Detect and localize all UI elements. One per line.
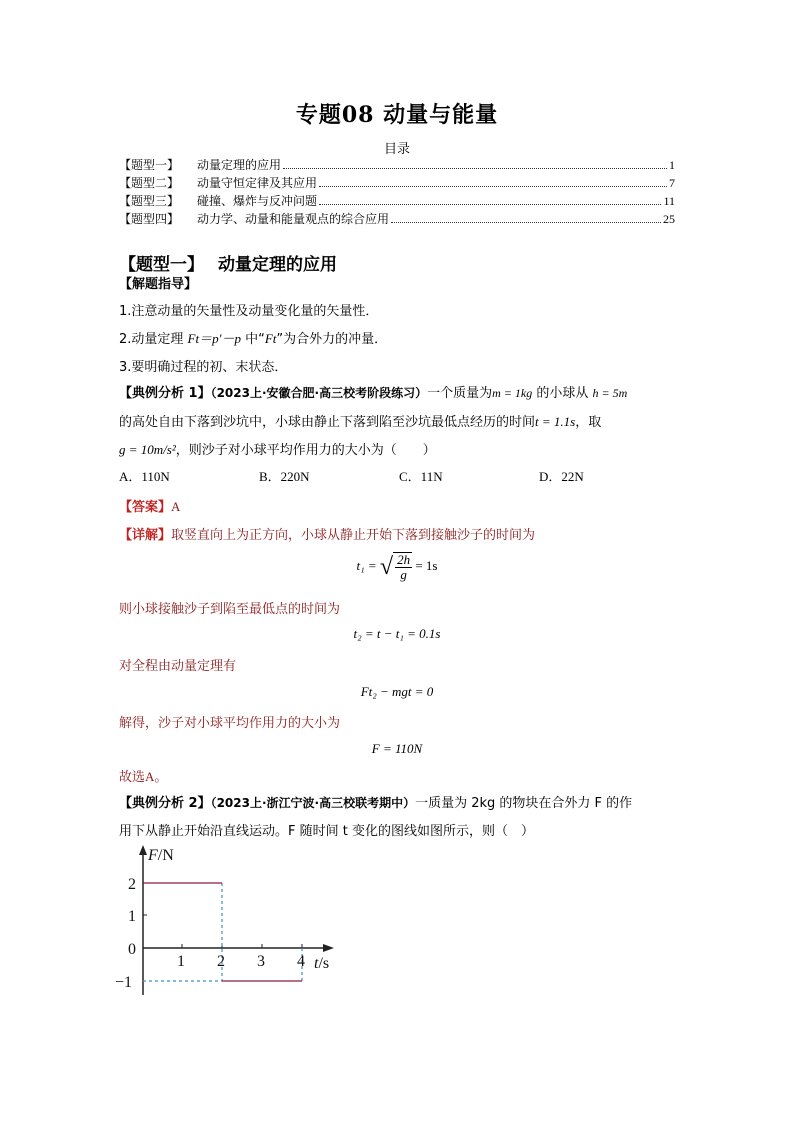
fraction-denominator: g <box>400 567 407 582</box>
guide-text: 中“ <box>240 332 265 347</box>
toc-entry[interactable] <box>119 174 675 192</box>
example2-line2: 用下从静止开始沿直线运动。F 随时间 t 变化的图线如图所示，则（ ） <box>119 824 534 839</box>
table-of-contents <box>119 156 675 228</box>
y-tick-label: 0 <box>128 941 136 958</box>
formula-t1 <box>0 552 794 582</box>
toc-tag: 【题型四】 <box>119 212 180 226</box>
toc-leader-dots <box>319 204 661 205</box>
answer-options <box>119 466 679 485</box>
conclusion-answer: A <box>145 769 155 784</box>
detail-line3: 对全程由动量定理有 <box>119 659 237 674</box>
x-axis-label: t/s <box>314 955 330 972</box>
toc-page-number: 11 <box>663 194 675 208</box>
toc-tag: 【题型三】 <box>119 194 180 208</box>
toc-page-number: 25 <box>663 212 675 226</box>
toc-entry[interactable] <box>119 210 675 228</box>
example1-line3 <box>119 439 436 458</box>
mass-value: m = 1kg <box>492 386 533 400</box>
height-value: h = 5m <box>592 386 628 400</box>
guide-text: ”为合外力的冲量． <box>276 332 388 347</box>
toc-leader-dots <box>391 222 661 223</box>
guide-text: 2.动量定理 <box>119 332 188 347</box>
answer-line <box>119 496 180 515</box>
gravity-value: g = 10m/s² <box>119 442 176 457</box>
question-text: 一个质量为 <box>427 386 493 401</box>
impulse-term: Ft <box>264 331 277 346</box>
example-label: 【典例分析 1】 <box>119 386 211 401</box>
option-b[interactable]: B．220N <box>259 469 310 484</box>
x-tick-label: 1 <box>177 953 185 970</box>
question-text: 一质量为 2kg 的物块在合外力 F 的作 <box>415 796 633 811</box>
y-tick-label: 1 <box>128 908 136 925</box>
formula-force: F = 110N <box>371 741 423 756</box>
force-time-chart <box>110 840 350 1000</box>
option-c[interactable]: C．11N <box>399 469 443 484</box>
toc-label: 碰撞、爆炸与反冲问题 <box>197 194 318 208</box>
formula-t2: t₂ = t − t₁ = 0.1s <box>353 626 441 641</box>
fraction-numerator: 2h <box>397 552 411 567</box>
example-label: 【典例分析 2】 <box>119 796 211 811</box>
option-a[interactable]: A．110N <box>119 469 170 484</box>
answer-value: A <box>171 499 181 514</box>
x-axis-arrow-icon <box>323 944 334 952</box>
section-heading <box>119 250 337 275</box>
question-text: 的小球从 <box>532 386 593 401</box>
formula-lhs: t₁ = <box>356 557 377 573</box>
question-text: ，则沙子对小球平均作用力的大小为（ ） <box>175 443 436 458</box>
toc-heading: 目录 <box>383 142 410 157</box>
x-tick-label: 4 <box>297 953 305 970</box>
answer-label: 【答案】 <box>119 500 172 515</box>
guide-heading: 【解题指导】 <box>119 277 198 292</box>
detail-line2: 则小球接触沙子到陷至最低点的时间为 <box>119 602 341 617</box>
example2-line1 <box>119 792 632 811</box>
detail-line4: 解得，沙子对小球平均作用力的大小为 <box>119 716 341 731</box>
formula-momentum: Ft₂ − mgt = 0 <box>360 684 434 699</box>
toc-leader-dots <box>319 186 667 187</box>
y-tick-label: −1 <box>115 974 133 991</box>
y-tick-label: 2 <box>128 876 136 893</box>
example-source: （2023上·安徽合肥·高三校考阶段练习） <box>210 386 428 400</box>
x-tick-label: 3 <box>257 953 265 970</box>
detail-label: 【详解】 <box>119 528 172 543</box>
x-tick-label: 2 <box>217 953 225 970</box>
toc-label: 动力学、动量和能量观点的综合应用 <box>197 212 390 226</box>
formula-rhs: = 1s <box>415 557 438 573</box>
toc-page-number: 7 <box>669 176 675 190</box>
toc-label: 动量守恒定律及其应用 <box>197 176 318 190</box>
time-value: t = 1.1s <box>535 414 576 429</box>
toc-page-number: 1 <box>669 158 675 172</box>
toc-label: 动量定理的应用 <box>197 158 282 172</box>
example1-line1 <box>119 382 627 401</box>
conclusion-line <box>119 766 167 785</box>
y-axis-arrow-icon <box>139 845 147 855</box>
toc-tag: 【题型一】 <box>119 158 180 172</box>
sqrt-expression <box>380 552 412 582</box>
question-text: 的高处自由下落到沙坑中，小球由静止下落到陷至沙坑最低点经历的时间 <box>119 415 536 430</box>
toc-tag: 【题型二】 <box>119 176 180 190</box>
conclusion-text: 。 <box>154 770 168 785</box>
question-text: ，取 <box>575 415 602 430</box>
impulse-equation: Ft＝p′－p <box>187 331 241 346</box>
guide-item: 3.要明确过程的初、末状态． <box>119 360 288 375</box>
detail-line1 <box>119 524 535 543</box>
section-tag: 【题型一】 <box>119 255 204 275</box>
example-source: （2023上·浙江宁波·高三校联考期中） <box>210 796 416 810</box>
document-title: 专题08 动量与能量 <box>295 102 499 128</box>
option-d[interactable]: D．22N <box>539 469 584 484</box>
toc-entry[interactable] <box>119 156 675 174</box>
detail-text: 取竖直向上为正方向，小球从静止开始下落到接触沙子的时间为 <box>171 528 536 543</box>
toc-leader-dots <box>283 168 667 169</box>
example1-line2 <box>119 411 601 430</box>
conclusion-text: 故选 <box>119 770 146 785</box>
sqrt-icon: √ <box>379 554 394 580</box>
fraction <box>393 552 412 582</box>
guide-item: 1.注意动量的矢量性及动量变化量的矢量性． <box>119 304 379 319</box>
y-axis-label: F/N <box>148 847 174 864</box>
section-title: 动量定理的应用 <box>218 255 337 275</box>
guide-item <box>119 328 387 347</box>
toc-entry[interactable] <box>119 192 675 210</box>
